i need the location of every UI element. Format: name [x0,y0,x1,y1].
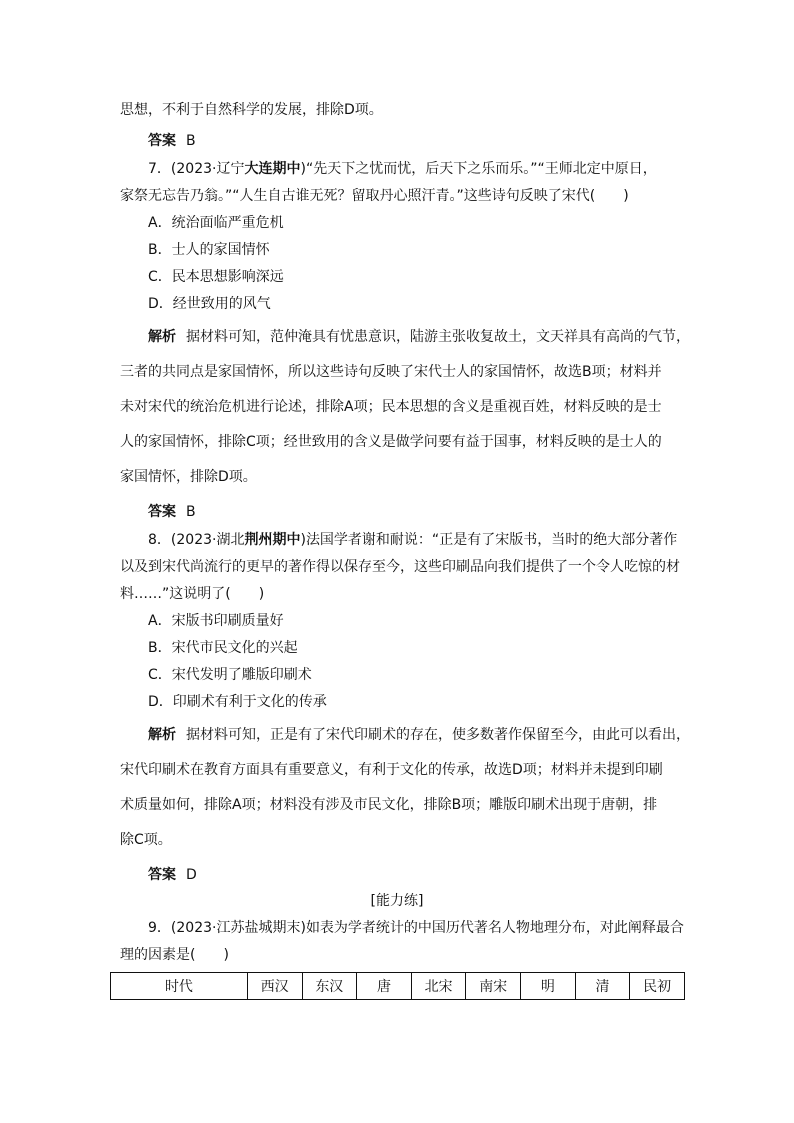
answer-label: 答案 [148,867,176,883]
question-number: 9． [148,920,171,936]
explanation-line: 家国情怀，排除D项。 [120,469,257,485]
answer-line [148,865,197,885]
question-7-line-1 [148,159,657,179]
question-9-line-2: 理的因素是( ) [120,947,229,963]
answer-line [148,131,196,151]
option-a: A．宋版书印刷质量好 [148,613,284,629]
question-source-bold: 大连期中 [244,161,301,177]
question-8-line-1 [148,530,677,550]
question-source: (2023·湖北 [170,532,245,548]
option-d: D．经世致用的风气 [148,296,271,312]
table-header-cell: 民初 [630,973,685,1000]
option-a: A．统治面临严重危机 [148,215,284,231]
table-header-cell: 北宋 [411,973,466,1000]
question-number: 8． [148,532,171,548]
option-b: B．士人的家国情怀 [148,242,270,258]
option-c: C．民本思想影响深远 [148,269,284,285]
question-number: 7． [148,161,171,177]
explanation-line: 未对宋代的统治危机进行论述，排除A项；民本思想的含义是重视百姓，材料反映的是士 [120,399,662,415]
explanation-line [148,725,690,745]
explanation-line: 除C项。 [120,832,172,848]
table-header-cell: 唐 [357,973,412,1000]
answer-label: 答案 [148,133,176,149]
text-line: 思想，不利于自然科学的发展，排除D项。 [120,102,383,118]
question-text: “先天下之忧而忧，后天下之乐而乐。”“王师北定中原日， [305,161,657,177]
explanation-text: 据材料可知，正是有了宋代印刷术的存在，使多数著作保留至今，由此可以看出， [186,727,690,743]
question-source: ) [300,532,306,548]
explanation-line: 三者的共同点是家国情怀，所以这些诗句反映了宋代士人的家国情怀，故选B项；材料并 [120,364,662,380]
section-heading: [能力练] [370,893,424,909]
explanation-line: 人的家国情怀，排除C项；经世致用的含义是做学问要有益于国事，材料反映的是士人的 [120,434,662,450]
option-d: D．印刷术有利于文化的传承 [148,694,327,710]
table-header-row [111,973,685,1000]
answer-value: D [186,867,197,883]
table-header-cell: 明 [521,973,576,1000]
answer-value: B [186,133,196,149]
table-header-cell: 西汉 [247,973,302,1000]
question-source-bold: 荆州期中 [244,532,301,548]
question-7-line-2: 家祭无忘告乃翁。”“人生自古谁无死？留取丹心照汗青。”这些诗句反映了宋代( ) [120,188,629,204]
explanation-label: 解析 [148,727,176,743]
option-b: B．宋代市民文化的兴起 [148,640,298,656]
table-header-cell: 东汉 [302,973,357,1000]
option-c: C．宋代发明了雕版印刷术 [148,667,312,683]
question-8-line-3: 料……”这说明了( ) [120,586,265,602]
table-header-cell: 清 [575,973,630,1000]
question-text: 如表为学者统计的中国历代著名人物地理分布，对此阐释最合 [305,920,684,936]
answer-value: B [186,504,196,520]
question-8-line-2: 以及到宋代尚流行的更早的著作得以保存至今，这些印刷品向我们提供了一个令人吃惊的材 [120,559,680,575]
answer-label: 答案 [148,504,176,520]
answer-line [148,502,196,522]
explanation-line: 宋代印刷术在教育方面具有重要意义，有利于文化的传承，故选D项；材料并未提到印刷 [120,762,663,778]
question-text: 法国学者谢和耐说：“正是有了宋版书，当时的绝大部分著作 [305,532,678,548]
question-source: (2023·辽宁 [170,161,245,177]
question-source: ) [300,161,306,177]
data-table [110,972,685,1000]
explanation-line [148,327,690,347]
explanation-line: 术质量如何，排除A项；材料没有涉及市民文化，排除B项；雕版印刷术出现于唐朝，排 [120,797,658,813]
table-header-cell: 南宋 [466,973,521,1000]
explanation-text: 据材料可知，范仲淹具有忧患意识，陆游主张收复故土，文天祥具有高尚的气节， [186,329,690,345]
question-source: (2023·江苏盐城期末) [170,920,306,936]
table-header-cell: 时代 [111,973,248,1000]
explanation-label: 解析 [148,329,176,345]
question-9-line-1 [148,918,684,938]
